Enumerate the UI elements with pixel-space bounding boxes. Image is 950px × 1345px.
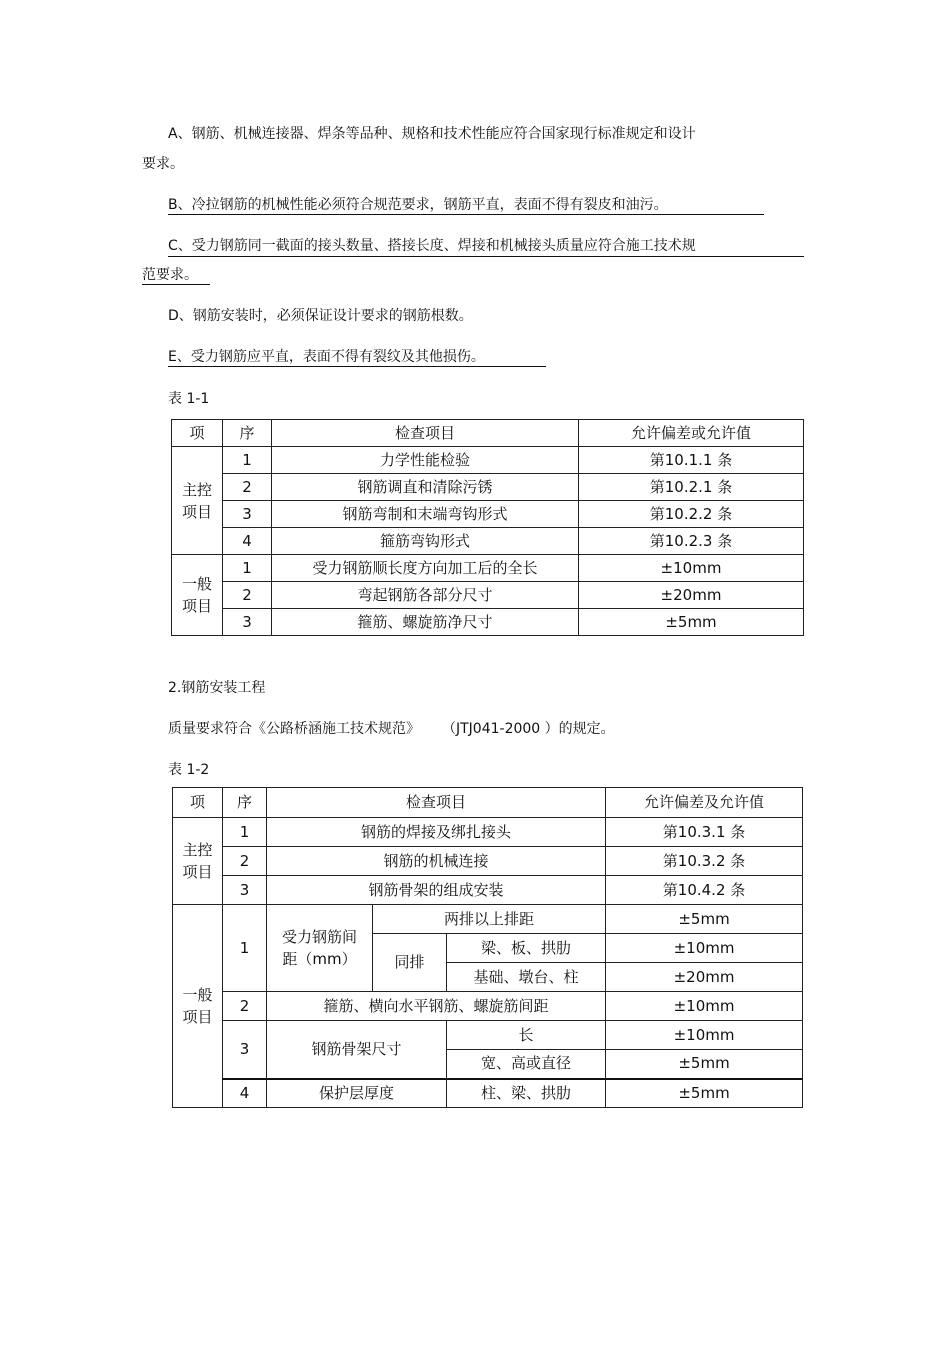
t1-item: 钢筋弯制和末端弯钩形式	[272, 501, 579, 528]
clause-d: D、钢筋安装时，必须保证设计要求的钢筋根数。	[168, 308, 473, 324]
table-1-2	[172, 787, 803, 1108]
t2-main-label: 主控 项目	[173, 818, 223, 905]
t1-header-category: 项	[172, 420, 223, 447]
quality-requirement	[168, 720, 615, 738]
table1-caption: 表 1-1	[168, 391, 210, 407]
t1-main-label: 主控 项目	[172, 447, 223, 555]
t1-seq: 3	[223, 609, 272, 636]
t1-item: 受力钢筋顺长度方向加工后的全长	[272, 555, 579, 582]
t2-g1-beam-value: ±10mm	[606, 934, 803, 963]
t2-header-category: 项	[173, 788, 223, 818]
t2-g3-width-value: ±5mm	[606, 1050, 803, 1079]
t2-value: 第10.3.1 条	[606, 818, 803, 847]
t2-g4-item: 保护层厚度	[267, 1079, 447, 1108]
clause-b-underline	[168, 214, 764, 215]
table-1-1	[171, 419, 804, 636]
table2-caption: 表 1-2	[168, 762, 210, 778]
t1-seq: 4	[223, 528, 272, 555]
t2-g4-seq: 4	[223, 1079, 267, 1108]
t2-header-item: 检查项目	[267, 788, 606, 818]
t1-value: ±5mm	[579, 609, 804, 636]
t2-g3-length: 长	[447, 1021, 606, 1050]
t2-g3-seq: 3	[223, 1021, 267, 1079]
t2-item: 钢筋的焊接及绑扎接头	[267, 818, 606, 847]
clause-c-line2: 范要求。	[142, 267, 198, 283]
t1-value: ±10mm	[579, 555, 804, 582]
t1-header-item: 检查项目	[272, 420, 579, 447]
clause-a-line1: A、钢筋、机械连接器、焊条等品种、规格和技术性能应符合国家现行标准规定和设计	[168, 126, 696, 142]
clause-b: B、冷拉钢筋的机械性能必须符合规范要求，钢筋平直，表面不得有裂皮和油污。	[168, 197, 668, 213]
t1-item: 弯起钢筋各部分尺寸	[272, 582, 579, 609]
t2-g1-seq: 1	[223, 905, 267, 992]
t2-g1-foundation-value: ±20mm	[606, 963, 803, 992]
quality-requirement-a: 质量要求符合《公路桥涵施工技术规范》	[168, 721, 420, 737]
t1-header-tolerance: 允许偏差或允许值	[579, 420, 804, 447]
clause-c-underline-1	[168, 256, 804, 257]
t1-value: 第10.2.2 条	[579, 501, 804, 528]
quality-requirement-b: （JTJ041-2000 ）的规定。	[442, 721, 615, 737]
t2-g1-two-rows: 两排以上排距	[373, 905, 606, 934]
clause-a-line2: 要求。	[142, 156, 184, 172]
clause-e-underline	[168, 366, 546, 367]
t1-value: 第10.1.1 条	[579, 447, 804, 474]
t2-value: 第10.3.2 条	[606, 847, 803, 876]
t2-g1-item: 受力钢筋间 距（mm）	[267, 905, 373, 992]
t2-g4-sub: 柱、梁、拱肋	[447, 1079, 606, 1108]
t2-item: 钢筋的机械连接	[267, 847, 606, 876]
t1-value: 第10.2.3 条	[579, 528, 804, 555]
t2-g1-same-row: 同排	[373, 934, 447, 992]
t1-seq: 2	[223, 474, 272, 501]
t1-item: 箍筋弯钩形式	[272, 528, 579, 555]
clause-c-line1: C、受力钢筋同一截面的接头数量、搭接长度、焊接和机械接头质量应符合施工技术规	[168, 238, 696, 254]
t2-header-tolerance: 允许偏差及允许值	[606, 788, 803, 818]
t1-value: ±20mm	[579, 582, 804, 609]
t1-header-seq: 序	[223, 420, 272, 447]
t2-g3-item: 钢筋骨架尺寸	[267, 1021, 447, 1079]
t2-seq: 3	[223, 876, 267, 905]
t2-general-label: 一般 项目	[173, 905, 223, 1108]
clause-e: E、受力钢筋应平直，表面不得有裂纹及其他损伤。	[168, 349, 485, 365]
t2-g3-width: 宽、高或直径	[447, 1050, 606, 1079]
t1-seq: 3	[223, 501, 272, 528]
t2-g1-beam: 梁、板、拱肋	[447, 934, 606, 963]
clause-c-underline-2	[142, 284, 210, 285]
t2-g2-item: 箍筋、横向水平钢筋、螺旋筋间距	[267, 992, 606, 1021]
t1-seq: 1	[223, 447, 272, 474]
t2-g2-seq: 2	[223, 992, 267, 1021]
t2-seq: 2	[223, 847, 267, 876]
t1-seq: 1	[223, 555, 272, 582]
t2-value: 第10.4.2 条	[606, 876, 803, 905]
t1-general-label: 一般 项目	[172, 555, 223, 636]
section2-heading: 2.钢筋安装工程	[168, 680, 266, 696]
t2-g3-length-value: ±10mm	[606, 1021, 803, 1050]
t1-item: 箍筋、螺旋筋净尺寸	[272, 609, 579, 636]
t1-seq: 2	[223, 582, 272, 609]
t2-g1-two-rows-value: ±5mm	[606, 905, 803, 934]
t2-g2-value: ±10mm	[606, 992, 803, 1021]
t1-item: 力学性能检验	[272, 447, 579, 474]
t1-value: 第10.2.1 条	[579, 474, 804, 501]
t1-item: 钢筋调直和清除污锈	[272, 474, 579, 501]
t2-g4-value: ±5mm	[606, 1079, 803, 1108]
t2-g1-foundation: 基础、墩台、柱	[447, 963, 606, 992]
t2-seq: 1	[223, 818, 267, 847]
t2-header-seq: 序	[223, 788, 267, 818]
t2-item: 钢筋骨架的组成安装	[267, 876, 606, 905]
